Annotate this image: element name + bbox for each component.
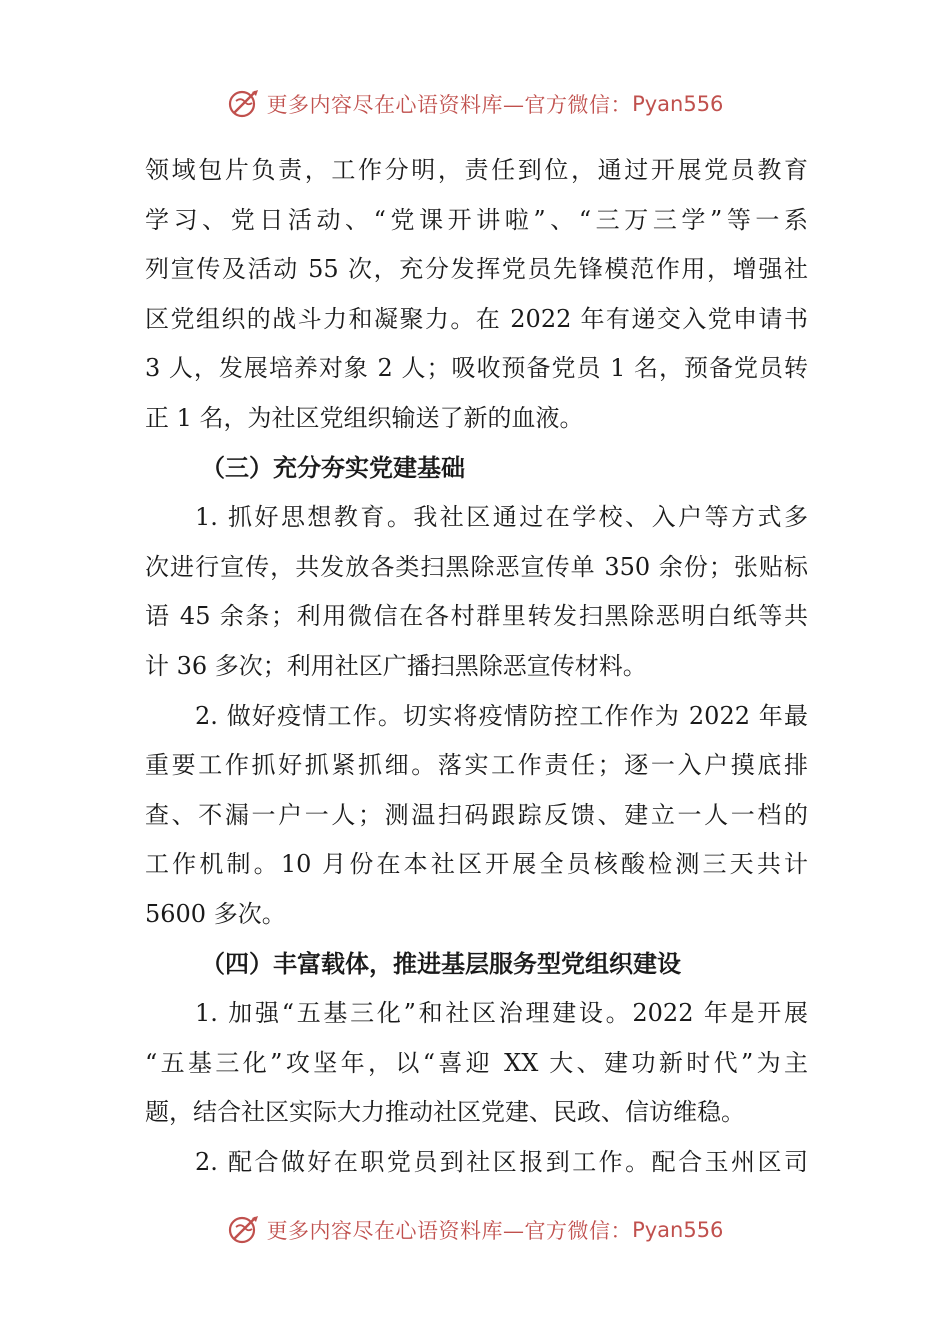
text-line: 领域包片负责，工作分明，责任到位，通过开展党员教育 [145,156,808,184]
text-line: 1. 加强“五基三化”和社区治理建设。2022 年是开展 [195,999,808,1028]
text-line: 正 1 名，为社区党组织输送了新的血液。 [145,403,584,432]
text-line: 计 36 多次；利用社区广播扫黑除恶宣传材料。 [145,651,647,680]
text-line: 次进行宣传，共发放各类扫黑除恶宣传单 350 余份；张贴标 [145,552,808,581]
header-watermark [0,84,950,124]
text-line: 语 45 余条；利用微信在各村群里转发扫黑除恶明白纸等共 [145,602,808,631]
text-line: 学习、党日活动、“党课开讲啦”、“三万三学”等一系 [145,205,808,234]
watermark-wechat-id: Pyan556 [632,1218,724,1242]
section-heading-4: （四）丰富载体，推进基层服务型党组织建设 [201,949,681,978]
text-line: 2. 做好疫情工作。切实将疫情防控工作作为 2022 年最 [195,701,808,730]
text-line: 查、不漏一户一人；测温扫码跟踪反馈、建立一人一档的 [145,800,808,829]
text-line: 区党组织的战斗力和凝聚力。在 2022 年有递交入党申请书 [145,304,808,333]
watermark-text: 更多内容尽在心语资料库—官方微信： [266,93,633,117]
section-heading-3: （三）充分夯实党建基础 [201,453,465,482]
text-line: 题，结合社区实际大力推动社区党建、民政、信访维稳。 [145,1098,745,1127]
text-line: “五基三化”攻坚年，以“喜迎 XX 大、建功新时代”为主 [145,1048,808,1077]
watermark-wechat-id: Pyan556 [632,92,724,116]
watermark-text: 更多内容尽在心语资料库—官方微信： [266,1219,633,1243]
text-line: 5600 多次。 [145,899,286,928]
document-body [145,146,808,1187]
text-line: 重要工作抓好抓紧抓细。落实工作责任；逐一入户摸底排 [145,751,808,780]
footer-watermark [0,1210,950,1250]
pen-logo-icon [227,86,263,122]
text-line: 3 人，发展培养对象 2 人；吸收预备党员 1 名，预备党员转 [145,354,808,383]
text-line: 工作机制。10 月份在本社区开展全员核酸检测三天共计 [145,850,808,879]
pen-logo-icon [227,1212,263,1248]
text-line: 2. 配合做好在职党员到社区报到工作。配合玉州区司 [195,1147,808,1176]
text-line: 列宣传及活动 55 次，充分发挥党员先锋模范作用，增强社 [145,255,808,284]
text-line: 1. 抓好思想教育。我社区通过在学校、入户等方式多 [195,503,808,532]
